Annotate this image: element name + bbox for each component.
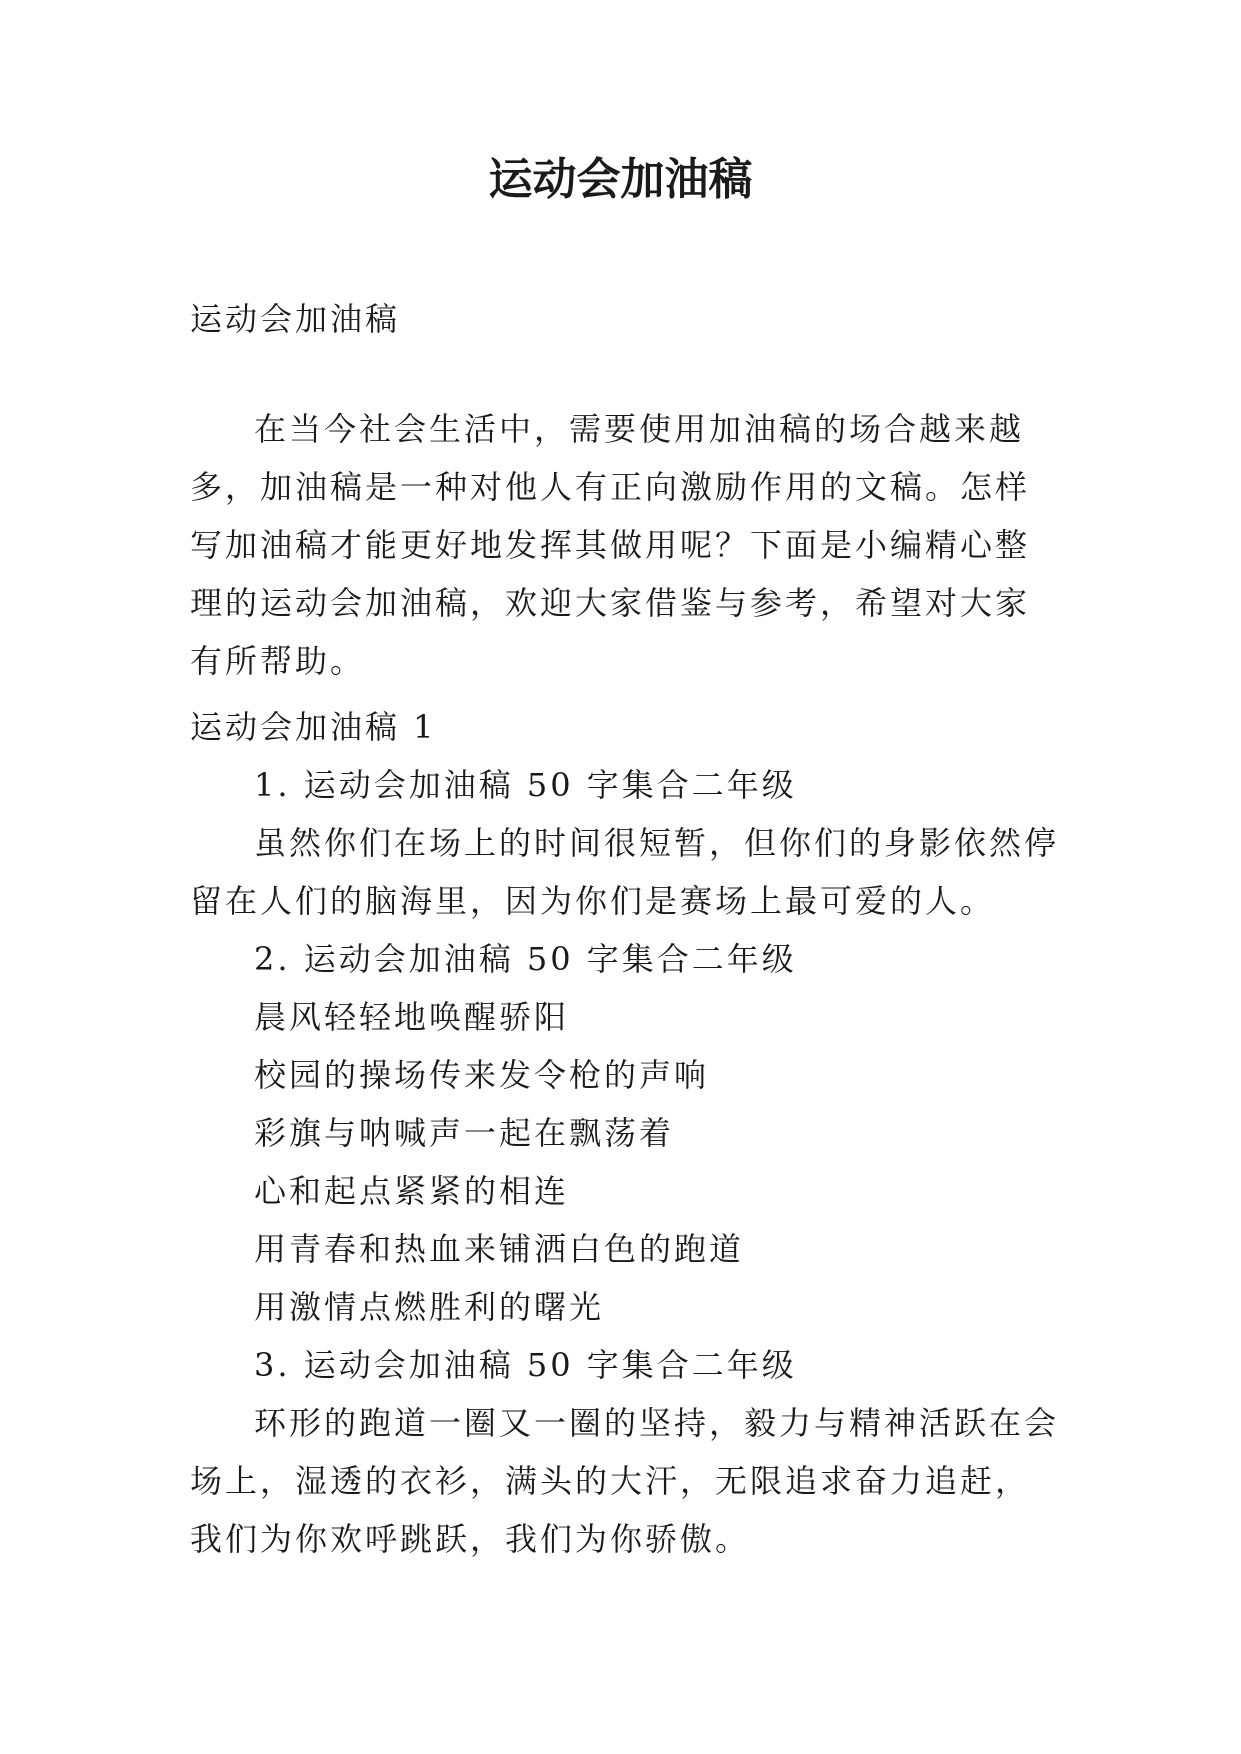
document-title: 运动会加油稿 xyxy=(488,154,753,205)
intro-paragraph: 在当今社会生活中，需要使用加油稿的场合越来越多，加油稿是一种对他人有正向激励作用的文稿。怎样写加油稿才能更好地发挥其做用呢？下面是小编精心整理的运动会加油稿，欢迎大家借鉴与参考，希望对大家有所帮助。 xyxy=(190,410,1031,680)
document-subtitle: 运动会加油稿 xyxy=(190,300,401,338)
section-1 xyxy=(190,698,1060,1568)
poem-line: 心和起点紧紧的相连 xyxy=(254,1172,570,1210)
poem-line: 晨风轻轻地唤醒骄阳 xyxy=(254,998,570,1036)
poem-line: 用青春和热血来铺洒白色的跑道 xyxy=(254,1230,745,1268)
section-heading: 运动会加油稿 1 xyxy=(190,708,437,746)
item-2-heading: 2. 运动会加油稿 50 字集合二年级 xyxy=(254,940,797,978)
item-1-heading: 1. 运动会加油稿 50 字集合二年级 xyxy=(254,766,797,804)
item-3-heading: 3. 运动会加油稿 50 字集合二年级 xyxy=(254,1346,797,1384)
item-1-text: 虽然你们在场上的时间很短暂，但你们的身影依然停留在人们的脑海里，因为你们是赛场上最可爱的人。 xyxy=(190,824,1060,920)
poem-line: 用激情点燃胜利的曙光 xyxy=(254,1288,605,1326)
poem-line: 校园的操场传来发令枪的声响 xyxy=(254,1056,710,1094)
item-3-text: 环形的跑道一圈又一圈的坚持，毅力与精神活跃在会场上，湿透的衣衫，满头的大汗，无限追求奋力追赶，我们为你欢呼跳跃，我们为你骄傲。 xyxy=(190,1404,1060,1558)
poem-line: 彩旗与呐喊声一起在飘荡着 xyxy=(254,1114,675,1152)
